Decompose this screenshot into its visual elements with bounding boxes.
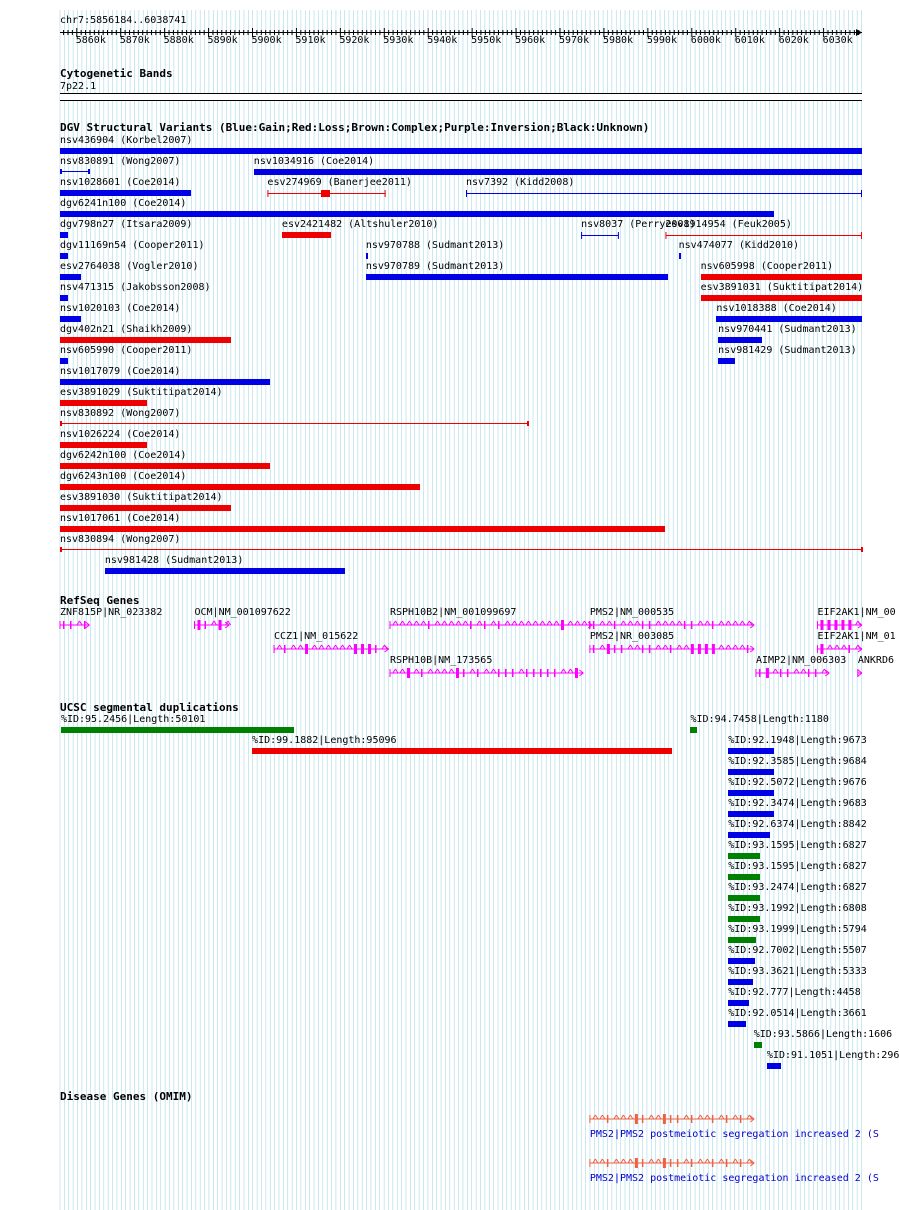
feature-label: PMS2|NM_000535 (589, 607, 675, 618)
segdup-bar[interactable] (728, 937, 756, 943)
ruler-tick-label: 5860k (75, 35, 106, 46)
feature-label: nsv1020103 (Coe2014) (60, 303, 181, 314)
feature-label: esv1914954 (Feuk2005) (665, 219, 792, 230)
segdup-bar[interactable] (728, 874, 760, 880)
ruler-tick-label: 5920k (339, 35, 370, 46)
ruler-tick-label: 5990k (646, 35, 677, 46)
feature-label: RSPH10B2|NM_001099697 (389, 607, 517, 618)
feature-label: CCZ1|NM_015622 (274, 631, 359, 642)
feature-label: ANKRD6 (857, 655, 894, 666)
feature-label: esv3891031 (Suktitipat2014) (700, 282, 864, 293)
feature-label: %ID:91.1051|Length:296 (766, 1050, 899, 1061)
segdup-bar[interactable] (728, 748, 774, 754)
cytoband-band (60, 93, 862, 101)
variant-bar[interactable] (718, 358, 735, 364)
feature-label: %ID:92.0514|Length:3661 (728, 1008, 867, 1019)
ruler-tick-label: 5980k (602, 35, 634, 46)
feature-label: %ID:92.6374|Length:8842 (728, 819, 867, 830)
feature-label: %ID:94.7458|Length:1180 (690, 714, 829, 725)
feature-label: ZNF815P|NR_023382 (60, 607, 163, 618)
feature-label: %ID:92.3474|Length:9683 (728, 798, 867, 809)
feature-label: dgv798n27 (Itsara2009) (60, 219, 193, 230)
feature-label: esv2421482 (Altshuler2010) (281, 219, 439, 230)
feature-label: nsv1026224 (Coe2014) (60, 429, 181, 440)
variant-bar[interactable] (60, 400, 147, 406)
variant-bar[interactable] (60, 148, 862, 154)
feature-label: EIF2AK1|NM_01 (817, 631, 896, 642)
variant-bar[interactable] (60, 337, 231, 343)
feature-label: dgv6241n100 (Coe2014) (60, 198, 187, 209)
feature-label: %ID:92.5072|Length:9676 (728, 777, 867, 788)
feature-label: nsv605998 (Cooper2011) (700, 261, 834, 272)
feature-label: nsv970441 (Sudmant2013) (718, 324, 857, 335)
cytoband-track-title: Cytogenetic Bands (60, 67, 173, 80)
feature-label: %ID:93.2474|Length:6827 (728, 882, 867, 893)
feature-label: RSPH10B|NM_173565 (389, 655, 493, 666)
variant-end-tick[interactable] (527, 421, 529, 426)
feature-label: %ID:93.1595|Length:6827 (728, 840, 867, 851)
gene-glyph[interactable] (0, 667, 890, 679)
variant-bar[interactable] (60, 526, 665, 532)
feature-label: nsv436904 (Korbel2007) (60, 135, 193, 146)
segdup-bar[interactable] (728, 958, 754, 964)
feature-label: esv3891029 (Suktitipat2014) (60, 387, 223, 398)
feature-label: %ID:92.1948|Length:9673 (728, 735, 867, 746)
segdup-bar[interactable] (728, 895, 760, 901)
ruler-tick-label: 5950k (471, 35, 502, 46)
segdup-bar[interactable] (61, 727, 294, 733)
feature-label: dgv6243n100 (Coe2014) (60, 471, 187, 482)
feature-label: nsv1018388 (Coe2014) (716, 303, 837, 314)
feature-label: nsv8037 (Perry2008) (581, 219, 696, 230)
ruler-tick-label: 5910k (295, 35, 326, 46)
feature-label: %ID:93.1999|Length:5794 (728, 924, 867, 935)
ruler-tick-label: 5890k (207, 35, 238, 46)
feature-label: nsv970788 (Sudmant2013) (365, 240, 505, 251)
variant-bar[interactable] (701, 274, 862, 280)
ruler-tick-label: 5940k (427, 35, 458, 46)
segdup-bar[interactable] (767, 1063, 781, 1069)
dgv-track-title: DGV Structural Variants (Blue:Gain;Red:Loss;Brown:Complex;Purple:Inversion;Black:Unknown) (60, 121, 650, 134)
ruler-tick-label: 6030k (822, 35, 853, 46)
feature-label: nsv605990 (Cooper2011) (60, 345, 193, 356)
feature-label: esv274969 (Banerjee2011) (267, 177, 412, 188)
feature-label: nsv7392 (Kidd2008) (465, 177, 575, 188)
ruler-tick-label: 5870k (119, 35, 150, 46)
variant-bar[interactable] (60, 211, 774, 217)
feature-label: nsv830892 (Wong2007) (60, 408, 181, 419)
feature-label: %ID:93.1595|Length:6827 (728, 861, 867, 872)
feature-label: PMS2|PMS2 postmeiotic segregation increased 2 (S (589, 1129, 879, 1140)
feature-label: nsv1028601 (Coe2014) (60, 177, 181, 188)
cytoband-label: 7p22.1 (60, 81, 97, 92)
feature-label: %ID:95.2456|Length:50101 (60, 714, 206, 725)
omim-track-title: Disease Genes (OMIM) (60, 1090, 193, 1103)
feature-label: %ID:93.1992|Length:6808 (728, 903, 867, 914)
variant-bar[interactable] (254, 169, 862, 175)
segdup-bar[interactable] (728, 832, 770, 838)
feature-label: PMS2|PMS2 postmeiotic segregation increased 2 (S (589, 1173, 879, 1184)
feature-label: nsv471315 (Jakobsson2008) (60, 282, 211, 293)
gene-glyph[interactable] (0, 619, 890, 631)
ruler-tick-label: 6010k (734, 35, 765, 46)
ruler-tick-label: 5880k (163, 35, 194, 46)
feature-label: nsv474077 (Kidd2010) (678, 240, 800, 251)
feature-label: dgv402n21 (Shaikh2009) (60, 324, 193, 335)
variant-bar[interactable] (679, 253, 681, 259)
feature-label: AIMP2|NM_006303 (755, 655, 847, 666)
feature-label: dgv6242n100 (Coe2014) (60, 450, 187, 461)
feature-label: %ID:92.777|Length:4458 (728, 987, 861, 998)
feature-label: esv2764038 (Vogler2010) (60, 261, 199, 272)
feature-label: nsv981428 (Sudmant2013) (104, 555, 244, 566)
gene-glyph[interactable] (0, 1157, 890, 1169)
feature-label: nsv970789 (Sudmant2013) (365, 261, 505, 272)
feature-label: %ID:99.1882|Length:95096 (252, 735, 397, 746)
variant-bar[interactable] (60, 484, 420, 490)
feature-label: nsv1017079 (Coe2014) (60, 366, 181, 377)
segdup-bar[interactable] (728, 853, 760, 859)
variant-bar[interactable] (366, 274, 668, 280)
segdup-bar[interactable] (252, 748, 672, 754)
variant-bar[interactable] (60, 253, 68, 259)
feature-label: nsv1017061 (Coe2014) (60, 513, 181, 524)
refseq-track-title: RefSeq Genes (60, 594, 140, 607)
variant-bracket[interactable] (0, 232, 890, 240)
segdup-bar[interactable] (690, 727, 697, 733)
feature-label: %ID:93.3621|Length:5333 (728, 966, 867, 977)
ruler-tick-label: 5970k (559, 35, 590, 46)
variant-end-tick[interactable] (60, 169, 62, 174)
variant-bar[interactable] (60, 463, 270, 469)
feature-label: PMS2|NR_003085 (589, 631, 675, 642)
segdup-bar[interactable] (728, 1000, 749, 1006)
variant-end-tick[interactable] (60, 421, 62, 426)
feature-label: %ID:92.7002|Length:5507 (728, 945, 867, 956)
variant-bar[interactable] (60, 274, 81, 280)
segdup-bar[interactable] (728, 811, 774, 817)
ruler-tick-label: 6020k (778, 35, 809, 46)
feature-label: nsv1034916 (Coe2014) (253, 156, 375, 167)
variant-bar[interactable] (60, 423, 528, 424)
ruler-tick-label: 5930k (383, 35, 414, 46)
variant-bar[interactable] (701, 295, 862, 301)
segdup-bar[interactable] (728, 1021, 746, 1027)
segdup-bar[interactable] (754, 1042, 762, 1048)
segdup-bar[interactable] (728, 979, 753, 985)
gene-glyph[interactable] (0, 1113, 890, 1125)
feature-label: nsv830891 (Wong2007) (60, 156, 181, 167)
feature-label: esv3891030 (Suktitipat2014) (60, 492, 223, 503)
variant-bar[interactable] (60, 442, 147, 448)
segdup-bar[interactable] (728, 790, 774, 796)
feature-label: dgv11169n54 (Cooper2011) (60, 240, 205, 251)
ruler-title: chr7:5856184..6038741 (60, 15, 187, 26)
variant-bar[interactable] (60, 295, 68, 301)
variant-bar[interactable] (718, 337, 762, 343)
feature-label: %ID:92.3585|Length:9684 (728, 756, 867, 767)
feature-label: nsv830894 (Wong2007) (60, 534, 181, 545)
variant-bar[interactable] (716, 316, 862, 322)
ruler-tick-label: 5960k (515, 35, 546, 46)
variant-end-tick[interactable] (88, 169, 90, 174)
variant-end-tick[interactable] (60, 547, 62, 552)
variant-bar[interactable] (60, 379, 270, 385)
variant-bar[interactable] (366, 253, 369, 259)
segdup-bar[interactable] (728, 769, 774, 775)
variant-bar[interactable] (60, 505, 231, 511)
gene-glyph[interactable] (0, 643, 890, 655)
variant-bar[interactable] (60, 171, 89, 172)
feature-label: OCM|NM_001097622 (194, 607, 291, 618)
variant-bar[interactable] (60, 316, 81, 322)
variant-bar[interactable] (60, 549, 862, 550)
variant-bar[interactable] (60, 358, 68, 364)
variant-bracket[interactable] (0, 190, 890, 198)
variant-end-tick[interactable] (861, 547, 863, 552)
feature-label: %ID:93.5866|Length:1606 (753, 1029, 893, 1040)
feature-label: EIF2AK1|NM_00 (817, 607, 896, 618)
variant-bar[interactable] (105, 568, 345, 574)
ruler-tick-label: 6000k (690, 35, 721, 46)
feature-label: nsv981429 (Sudmant2013) (718, 345, 857, 356)
segdup-bar[interactable] (728, 916, 760, 922)
ruler-tick-label: 5900k (251, 35, 282, 46)
segdup-track-title: UCSC segmental duplications (60, 701, 239, 714)
